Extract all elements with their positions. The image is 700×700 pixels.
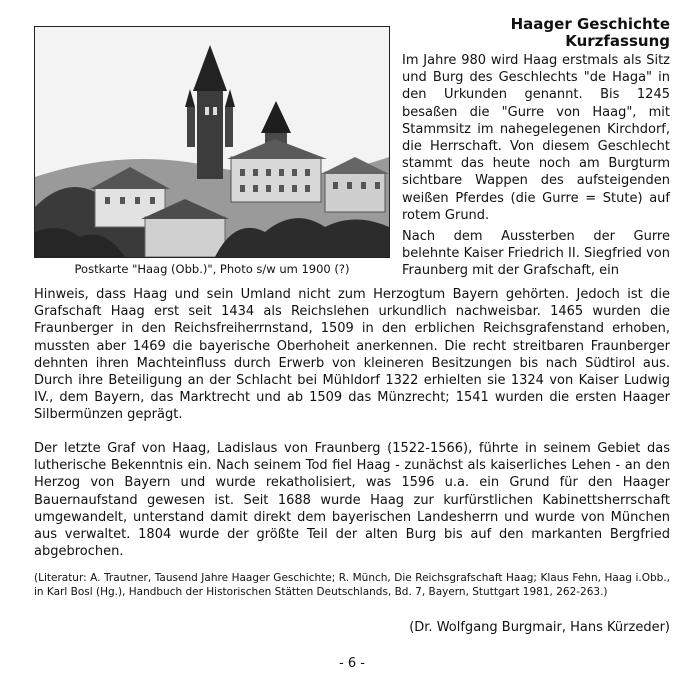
paragraph-2-continued: Hinweis, dass Haag und sein Umland nicht zum Herzogtum Bayern gehörten. Jedoch ist die Grafschaft Haag erst seit 1434 als Reichslehen urkundlich nachweisbar. 1465 wurden die Fraunberger in den Reichsfreiherrnstand, 1509 in den erblichen Reichsgrafenstand erhoben, mussten aber 1469 die bayerische Oberhoheit anerkennen. Die recht streitbaren Fraunberger dehnten ihren Machteinfluss durch Erwerb von kleineren Besitzungen bis nach Südtirol aus. Durch ihre Beteiligung an der Schlacht bei Mühldorf 1322 erhielten sie 1324 von Kaiser Ludwig IV., dem Bayern, das Marktrecht und ab 1509 das Münzrecht; 1541 wurden die ersten Haager Silbermünzen geprägt.: [34, 287, 670, 423]
title-line-1: Haager Geschichte: [510, 15, 670, 33]
paragraph-3: Der letzte Graf von Haag, Ladislaus von Fraunberg (1522-1566), führte in seinem Gebiet das lutherische Bekenntnis ein. Nach seinem Tod fiel Haag - zunächst als kaiserliches Lehen - an den Herzog von Bayern und wurde rekatholisiert, was 1596 u.a. ein Grund für den Haager Bauernaufstand gewesen ist. Seit 1688 wurde Haag zur kurfürstlichen Kabinettsherrschaft umgewandelt, unterstand damit direkt dem bayerischen Landesherrn und wurde von München aus verwaltet. 1804 wurde der größte Teil der alten Burg bis auf den markanten Bergfried abgebrochen.: [34, 441, 670, 560]
right-column: [402, 16, 670, 280]
document-page: [34, 16, 670, 686]
page-title: [402, 16, 670, 50]
photo-caption: Postkarte "Haag (Obb.)", Photo s/w um 1900 (?): [74, 262, 350, 276]
page-number: - 6 -: [339, 656, 365, 671]
title-line-2: Kurzfassung: [565, 32, 670, 50]
postcard-photo: [34, 26, 390, 258]
town-photo-illustration: [35, 27, 389, 257]
paragraph-1: Im Jahre 980 wird Haag erstmals als Sitz und Burg des Geschlechts "de Haga" in den Urkunden genannt. Bis 1245 besaßen die "Gurre von Haag", mit Stammsitz im nahegelegenen Kirchdorf, die Herrschaft. Von diesem Geschlecht stammt das heute noch am Burgturm sichtbare Wappen des aufsteigenden weißen Pferdes (die Gurre = Stute) auf rotem Grund.: [402, 53, 670, 223]
authors-line: (Dr. Wolfgang Burgmair, Hans Kürzeder): [409, 620, 670, 635]
photo-figure: [34, 26, 390, 276]
literature-note: (Literatur: A. Trautner, Tausend Jahre Haager Geschichte; R. Münch, Die Reichsgrafschaft Haag; Klaus Fehn, Haag i.Obb., in Karl Bosl (Hg.), Handbuch der Historischen Stätten Deutschlands, Bd. 7, Bayern, Stuttgart 1981, 262-263.): [34, 572, 670, 598]
paragraph-2-start: Nach dem Aussterben der Gurre belehnte Kaiser Friedrich II. Siegfried von Fraunberg mit der Grafschaft, ein: [402, 229, 670, 279]
